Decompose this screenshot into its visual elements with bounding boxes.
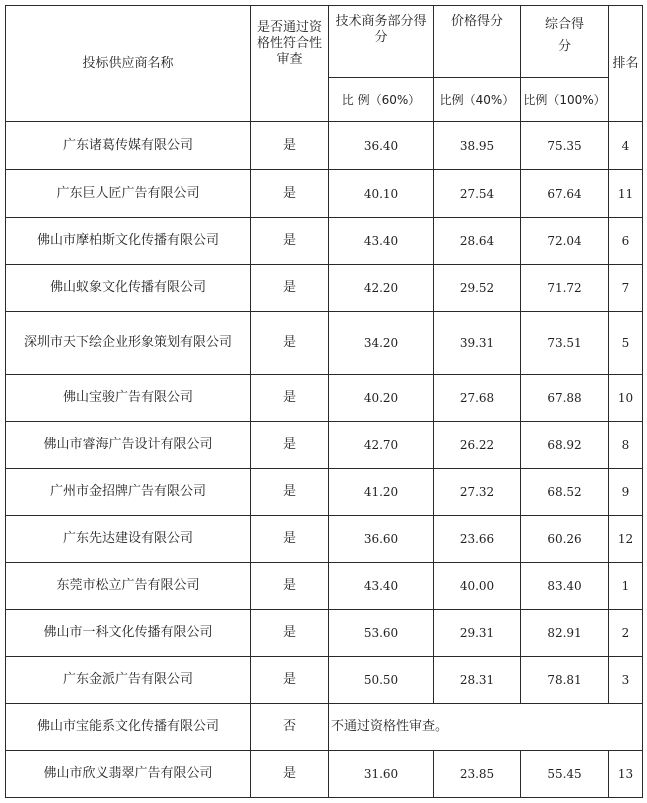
- total-score-cell: 75.35: [521, 122, 609, 170]
- qualified-cell: 是: [251, 610, 329, 657]
- price-score-cell: 27.32: [434, 469, 521, 516]
- total-score-cell: 55.45: [521, 751, 609, 798]
- rank-cell: 12: [609, 516, 643, 563]
- supplier-name-cell: 佛山市欣义翡翠广告有限公司: [6, 751, 251, 798]
- table-row: [6, 704, 643, 751]
- header-row: [6, 6, 643, 78]
- tech-score-cell: 43.40: [329, 563, 434, 610]
- tech-score-cell: 42.20: [329, 265, 434, 312]
- table-row: [6, 563, 643, 610]
- rank-cell: 3: [609, 657, 643, 704]
- header-supplier-name: 投标供应商名称: [6, 6, 251, 122]
- table-row: [6, 170, 643, 218]
- price-score-cell: 28.64: [434, 218, 521, 265]
- qualified-cell: 是: [251, 751, 329, 798]
- tech-score-cell: 43.40: [329, 218, 434, 265]
- tech-score-cell: 53.60: [329, 610, 434, 657]
- supplier-name-cell: 佛山市摩柏斯文化传播有限公司: [6, 218, 251, 265]
- total-score-cell: 67.64: [521, 170, 609, 218]
- rank-cell: 11: [609, 170, 643, 218]
- tech-score-cell: 34.20: [329, 312, 434, 375]
- header-total-score: [521, 6, 609, 78]
- header-rank-text: 排名: [612, 55, 639, 71]
- supplier-name-cell: 佛山蚁象文化传播有限公司: [6, 265, 251, 312]
- header-price-score: 价格得分: [434, 6, 521, 78]
- table-row: [6, 610, 643, 657]
- price-score-cell: 39.31: [434, 312, 521, 375]
- total-score-cell: 82.91: [521, 610, 609, 657]
- table-row: [6, 751, 643, 798]
- qualified-cell: 是: [251, 375, 329, 422]
- price-score-cell: 38.95: [434, 122, 521, 170]
- tech-score-cell: 42.70: [329, 422, 434, 469]
- tech-score-cell: 36.60: [329, 516, 434, 563]
- table-row: [6, 422, 643, 469]
- rank-cell: 1: [609, 563, 643, 610]
- tech-score-cell: 36.40: [329, 122, 434, 170]
- rank-cell: 9: [609, 469, 643, 516]
- price-score-cell: 27.54: [434, 170, 521, 218]
- supplier-name-cell: 广东巨人匠广告有限公司: [6, 170, 251, 218]
- qualified-cell: 是: [251, 422, 329, 469]
- rank-cell: 13: [609, 751, 643, 798]
- qualified-cell: 是: [251, 563, 329, 610]
- rank-cell: 6: [609, 218, 643, 265]
- tech-score-cell: 40.20: [329, 375, 434, 422]
- total-score-cell: 68.52: [521, 469, 609, 516]
- rank-cell: 2: [609, 610, 643, 657]
- supplier-name-cell: 广州市金招牌广告有限公司: [6, 469, 251, 516]
- rank-cell: 7: [609, 265, 643, 312]
- supplier-name-cell: 广东金派广告有限公司: [6, 657, 251, 704]
- supplier-name-cell: 佛山市睿海广告设计有限公司: [6, 422, 251, 469]
- supplier-name-cell: 佛山宝骏广告有限公司: [6, 375, 251, 422]
- qualified-cell: 是: [251, 312, 329, 375]
- price-score-cell: 27.68: [434, 375, 521, 422]
- total-score-cell: 73.51: [521, 312, 609, 375]
- header-total-ratio: 比例（100%）: [521, 78, 609, 122]
- price-score-cell: 29.31: [434, 610, 521, 657]
- qualified-cell: 否: [251, 704, 329, 751]
- table-row: [6, 657, 643, 704]
- supplier-name-cell: 广东诸葛传媒有限公司: [6, 122, 251, 170]
- rank-cell: 10: [609, 375, 643, 422]
- bid-results-table: [5, 5, 643, 798]
- qualified-cell: 是: [251, 170, 329, 218]
- total-score-cell: 78.81: [521, 657, 609, 704]
- supplier-name-cell: 深圳市天下绘企业形象策划有限公司: [6, 312, 251, 375]
- table-row: [6, 469, 643, 516]
- qualified-cell: 是: [251, 516, 329, 563]
- tech-score-cell: 41.20: [329, 469, 434, 516]
- price-score-cell: 23.85: [434, 751, 521, 798]
- qualified-cell: 是: [251, 218, 329, 265]
- tech-score-cell: 31.60: [329, 751, 434, 798]
- qualified-cell: 是: [251, 657, 329, 704]
- price-score-cell: 28.31: [434, 657, 521, 704]
- total-score-cell: 68.92: [521, 422, 609, 469]
- rank-cell: 8: [609, 422, 643, 469]
- price-score-cell: 29.52: [434, 265, 521, 312]
- supplier-name-cell: 广东先达建设有限公司: [6, 516, 251, 563]
- header-rank: [609, 6, 643, 122]
- price-score-cell: 40.00: [434, 563, 521, 610]
- table-row: [6, 265, 643, 312]
- qualified-cell: 是: [251, 122, 329, 170]
- disqualified-note-cell: 不通过资格性审查。: [329, 704, 643, 751]
- total-score-cell: 83.40: [521, 563, 609, 610]
- rank-cell: 5: [609, 312, 643, 375]
- table-row: [6, 312, 643, 375]
- header-total-score-text: 综合得分: [544, 17, 584, 54]
- header-price-ratio: 比例（40%）: [434, 78, 521, 122]
- supplier-name-cell: 佛山市一科文化传播有限公司: [6, 610, 251, 657]
- tech-score-cell: 50.50: [329, 657, 434, 704]
- supplier-name-cell: 东莞市松立广告有限公司: [6, 563, 251, 610]
- total-score-cell: 60.26: [521, 516, 609, 563]
- header-tech-ratio: 比 例（60%）: [329, 78, 434, 122]
- price-score-cell: 23.66: [434, 516, 521, 563]
- total-score-cell: 67.88: [521, 375, 609, 422]
- qualified-cell: 是: [251, 469, 329, 516]
- qualified-cell: 是: [251, 265, 329, 312]
- total-score-cell: 71.72: [521, 265, 609, 312]
- header-qualified: 是否通过资格性符合性审查: [251, 6, 329, 122]
- table-row: [6, 375, 643, 422]
- supplier-name-cell: 佛山市宝能系文化传播有限公司: [6, 704, 251, 751]
- header-tech-score: 技术商务部分得分: [329, 6, 434, 78]
- table-row: [6, 516, 643, 563]
- total-score-cell: 72.04: [521, 218, 609, 265]
- tech-score-cell: 40.10: [329, 170, 434, 218]
- table-row: [6, 218, 643, 265]
- rank-cell: 4: [609, 122, 643, 170]
- price-score-cell: 26.22: [434, 422, 521, 469]
- table-row: [6, 122, 643, 170]
